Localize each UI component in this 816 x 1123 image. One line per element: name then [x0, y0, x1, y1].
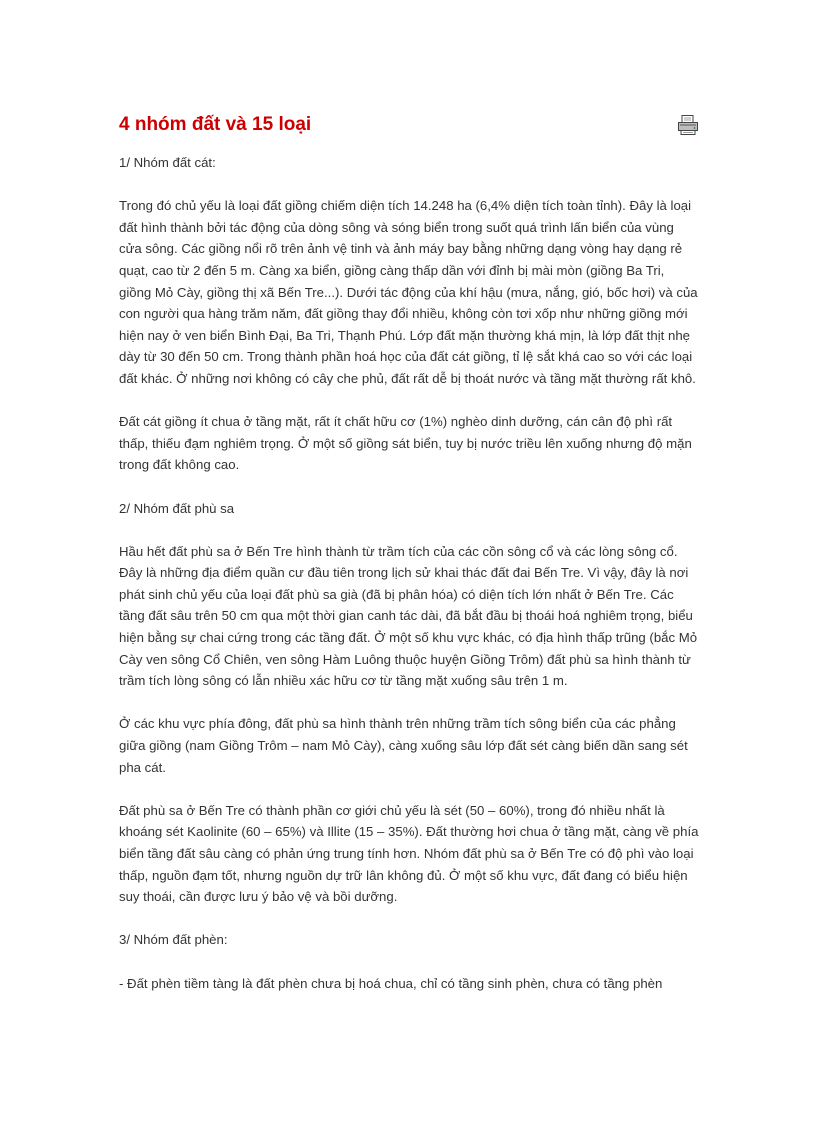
section-heading: 3/ Nhóm đất phèn: — [119, 932, 228, 948]
article — [119, 112, 699, 994]
title-row — [119, 112, 699, 138]
article-body — [119, 152, 699, 994]
paragraph: Đất cát giồng ít chua ở tầng mặt, rất ít chất hữu cơ (1%) nghèo dinh dưỡng, cán cân độ phì rất thấp, thiếu đạm nghiêm trọng. Ở một số giồng sát biển, tuy bị nước triều lên xuống nhưng độ mặn trong đất không cao. — [119, 414, 692, 473]
paragraph: Hầu hết đất phù sa ở Bến Tre hình thành từ trầm tích của các cồn sông cổ và các lòng sông cổ. Đây là những địa điểm quần cư đầu tiên trong lịch sử khai thác đất đai Bến Tre. Vì vậy, đây là nơi phát sinh chủ yếu của loại đất phù sa già (đã bị phân hóa) có diện tích lớn nhất ở Bến Tre. Các tầng đất sâu trên 50 cm qua một thời gian canh tác dài, đã bắt đầu bị thoái hoá nghiêm trọng, biểu hiện bằng sự chai cứng trong các tầng đất. Ở một số khu vực khác, có địa hình thấp trũng (bắc Mỏ Cày ven sông Cổ Chiên, ven sông Hàm Luông thuộc huyện Giồng Trôm) đất phù sa hình thành từ trầm tích lòng sông có lẫn nhiều xác hữu cơ từ tầng mặt xuống sâu trên 1 m. — [119, 543, 698, 689]
paragraph: - Đất phèn tiềm tàng là đất phèn chưa bị hoá chua, chỉ có tầng sinh phèn, chưa có tầng phèn — [119, 975, 663, 991]
page-title: 4 nhóm đất và 15 loại — [119, 114, 312, 135]
paragraph: Ở các khu vực phía đông, đất phù sa hình thành trên những trầm tích sông biển của các phẳng giữa giồng (nam Giồng Trôm – nam Mỏ Cày), càng xuống sâu lớp đất sét càng biến dần sang sét pha cát. — [119, 716, 688, 775]
section-heading: 2/ Nhóm đất phù sa — [119, 500, 235, 516]
printer-icon[interactable] — [677, 114, 699, 136]
section-heading: 1/ Nhóm đất cát: — [119, 155, 216, 170]
paragraph: Trong đó chủ yếu là loại đất giồng chiếm diện tích 14.248 ha (6,4% diện tích toàn tỉnh). Đây là loại đất hình thành bởi tác động của dòng sông và sóng biển trong suốt quá trình lấn biển của vùng cửa sông. Các giồng nổi rõ trên ảnh vệ tinh và ảnh máy bay bằng những dạng vòng hay dạng rẻ quạt, cao từ 2 đến 5 m. Càng xa biển, giồng càng thấp dần với đỉnh bị mài mòn (giồng Ba Tri, giồng Mỏ Cày, giồng thị xã Bến Tre...). Dưới tác động của khí hậu (mưa, nắng, gió, bốc hơi) và của con người qua hàng trăm năm, đất giồng thay đổi nhiều, không còn tơi xốp như những giồng mới hiện nay ở ven biển Bình Đại, Ba Tri, Thạnh Phú. Lớp đất mặn thường khá mịn, là lớp đất thịt nhẹ dày từ 30 đến 50 cm. Trong thành phần hoá học của đất cát giồng, tỉ lệ sắt khá cao so với các loại đất khác. Ở những nơi không có cây che phủ, đất rất dễ bị thoát nước và tầng mặt thường rất khô. — [119, 198, 698, 386]
paragraph: Đất phù sa ở Bến Tre có thành phần cơ giới chủ yếu là sét (50 – 60%), trong đó nhiều nhất là khoáng sét Kaolinite (60 – 65%) và Illite (15 – 35%). Đất thường hơi chua ở tầng mặt, càng về phía biển tầng đất sâu càng có phản ứng trung tính hơn. Nhóm đất phù sa ở Bến Tre có độ phì vào loại thấp, nguồn đạm tốt, nhưng nguồn dự trữ lân không đủ. Ở một số khu vực, đất đang có biểu hiện suy thoái, cần được lưu ý bảo vệ và bồi dưỡng. — [119, 802, 699, 905]
